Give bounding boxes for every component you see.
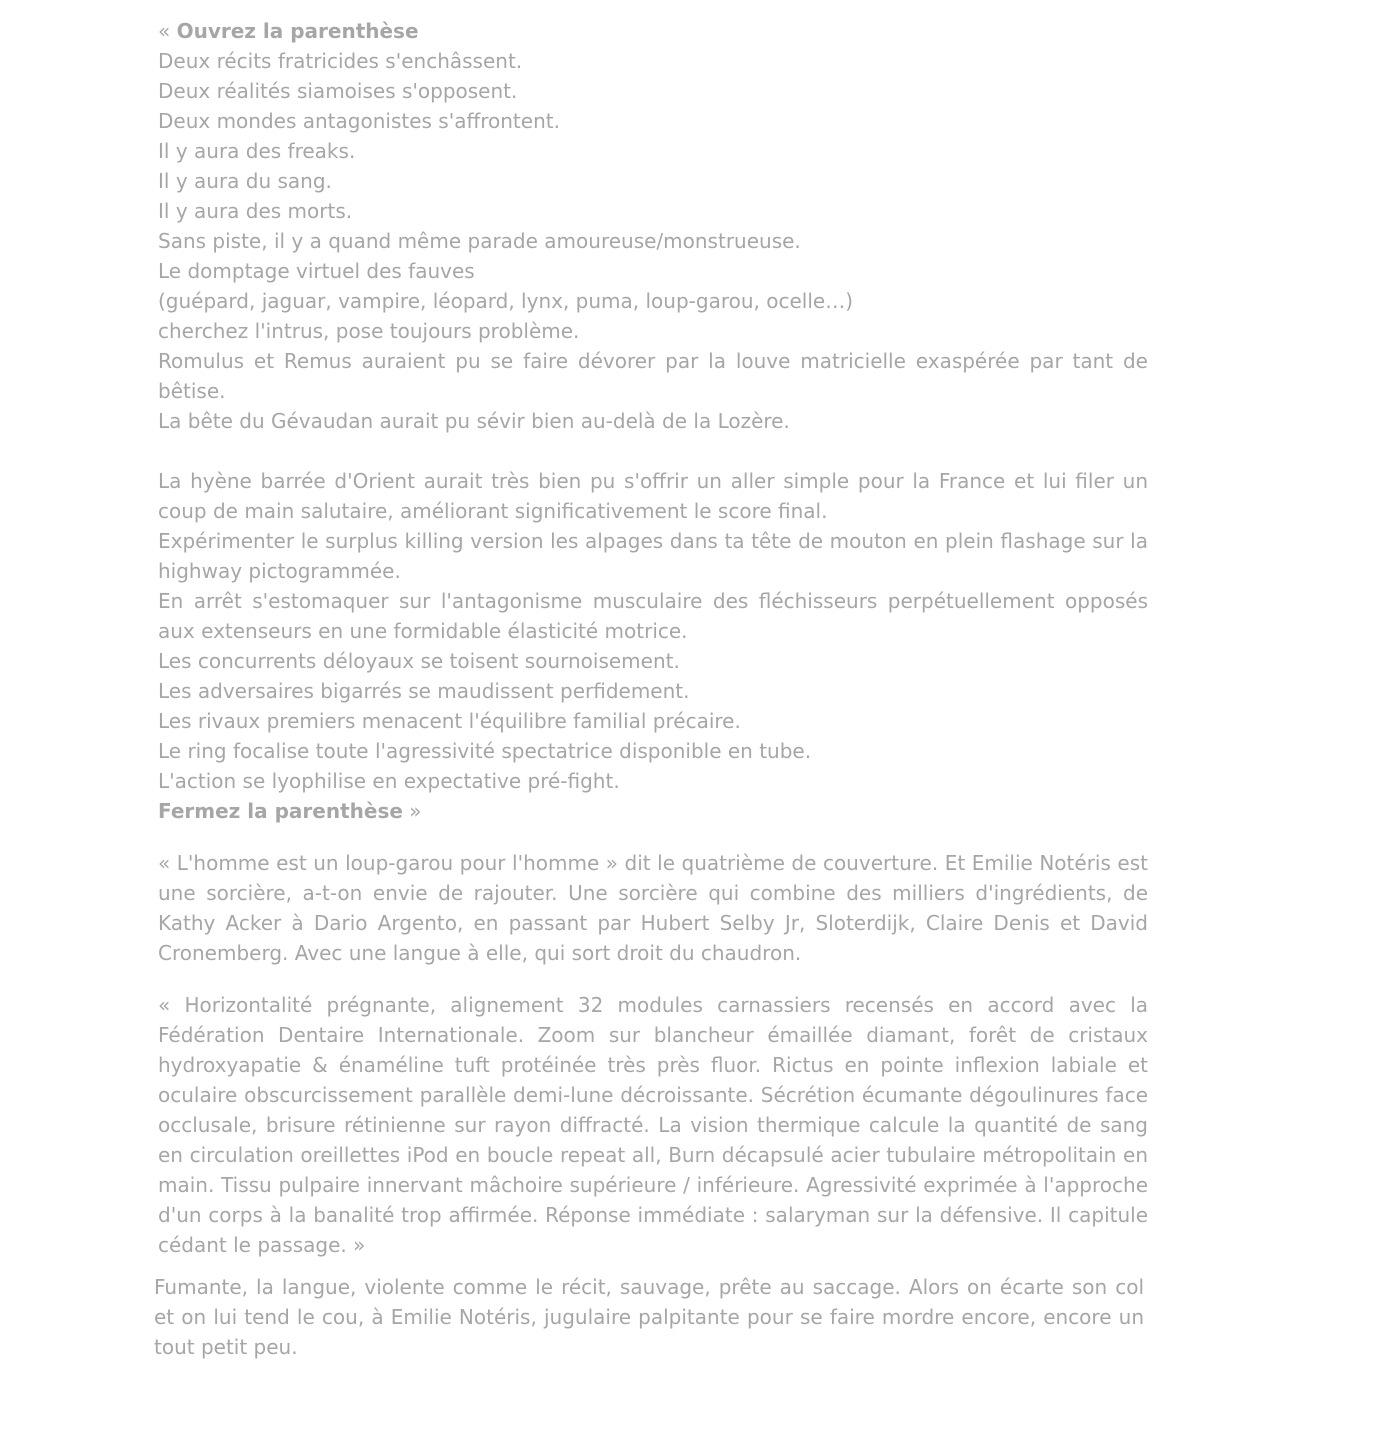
poem-line: Deux réalités siamoises s'opposent. <box>158 79 518 103</box>
poem-line: Deux mondes antagonistes s'affrontent. <box>158 109 560 133</box>
poem-line: Sans piste, il y a quand même parade amoureuse/monstrueuse. <box>158 229 801 253</box>
stanza-break <box>158 436 1148 466</box>
poem-line-experimenter: Expérimenter le surplus killing version les alpages dans ta tête de mouton en plein flashage sur la highway pictogrammée. <box>158 529 1148 583</box>
review-paragraph-conclusion: Fumante, la langue, violente comme le récit, sauvage, prête au saccage. Alors on écarte son col et on lui tend le cou, à Emilie Notéris, jugulaire palpitante pour se faire mordre encore, encore un tout petit peu. <box>154 1275 1144 1359</box>
review-paragraph-1: « L'homme est un loup-garou pour l'homme » dit le quatrième de couverture. Et Emilie Notéris est une sorcière, a-t-on envie de rajouter. Une sorcière qui combine des milliers d'ingrédients, de Kathy Acker à Dario Argento, en passant par Hubert Selby Jr, Sloterdijk, Claire Denis et David Cronemberg. Avec une langue à elle, qui sort droit du chaudron. <box>158 851 1148 965</box>
poem-line: cherchez l'intrus, pose toujours problème. <box>158 319 580 343</box>
poem-line: Il y aura du sang. <box>158 169 332 193</box>
poem-line: Deux récits fratricides s'enchâssent. <box>158 49 523 73</box>
poem-line: L'action se lyophilise en expectative pré-fight. <box>158 769 620 793</box>
poem-line-hyene: La hyène barrée d'Orient aurait très bien pu s'offrir un aller simple pour la France et lui filer un coup de main salutaire, améliorant significativement le score final. <box>158 469 1148 523</box>
close-parenthesis-title: Fermez la parenthèse <box>158 799 403 823</box>
quoted-excerpt-paragraph: « Horizontalité prégnante, alignement 32 modules carnassiers recensés en accord avec la Fédération Dentaire Internationale. Zoom sur blancheur émaillée diamant, forêt de cristaux hydroxyapatie & énaméline tuft protéinée très près fluor. Rictus en pointe inflexion labiale et oculaire obscurcissement parallèle demi-lune décroissante. Sécrétion écumante dégoulinures face occlusale, brisure rétinienne sur rayon diffracté. La vision thermique calcule la quantité de sang en circulation oreillettes iPod en boucle repeat all, Burn décapsulé acier tubulaire métropolitain en main. Tissu pulpaire innervant mâchoire supérieure / inférieure. Agressivité exprimée à l'approche d'un corps à la banalité trop affirmée. Réponse immédiate : salaryman sur la défensive. Il capitule cédant le passage. » <box>158 993 1148 1257</box>
poem-line-gevaudan: La bête du Gévaudan aurait pu sévir bien au-delà de la Lozère. <box>158 409 790 433</box>
poem-line: (guépard, jaguar, vampire, léopard, lynx, puma, loup-garou, ocelle…) <box>158 289 853 313</box>
poem-line: Les adversaires bigarrés se maudissent perfidement. <box>158 679 690 703</box>
open-parenthesis-title: Ouvrez la parenthèse <box>176 19 419 43</box>
poem-line: Les concurrents déloyaux se toisent sournoisement. <box>158 649 680 673</box>
paragraph-spacer <box>158 968 1148 990</box>
open-quote: « <box>158 19 177 43</box>
poem-line-romulus: Romulus et Remus auraient pu se faire dévorer par la louve matricielle exaspérée par tant de bêtise. <box>158 349 1148 403</box>
close-quote: » <box>402 799 422 823</box>
paragraph-spacer <box>158 1260 1148 1272</box>
poem-closing-line <box>158 796 1148 826</box>
poem-opening-line <box>158 16 1148 46</box>
poem-line: Le ring focalise toute l'agressivité spectatrice disponible en tube. <box>158 739 812 763</box>
poem-line: Il y aura des morts. <box>158 199 353 223</box>
article-body <box>154 16 1148 1362</box>
poem-line-arret: En arrêt s'estomaquer sur l'antagonisme musculaire des fléchisseurs perpétuellement opposés aux extenseurs en une formidable élasticité motrice. <box>158 589 1148 643</box>
poem-line: Le domptage virtuel des fauves <box>158 259 475 283</box>
paragraph-spacer <box>158 826 1148 848</box>
poem-line: Les rivaux premiers menacent l'équilibre familial précaire. <box>158 709 741 733</box>
poem-line: Il y aura des freaks. <box>158 139 356 163</box>
